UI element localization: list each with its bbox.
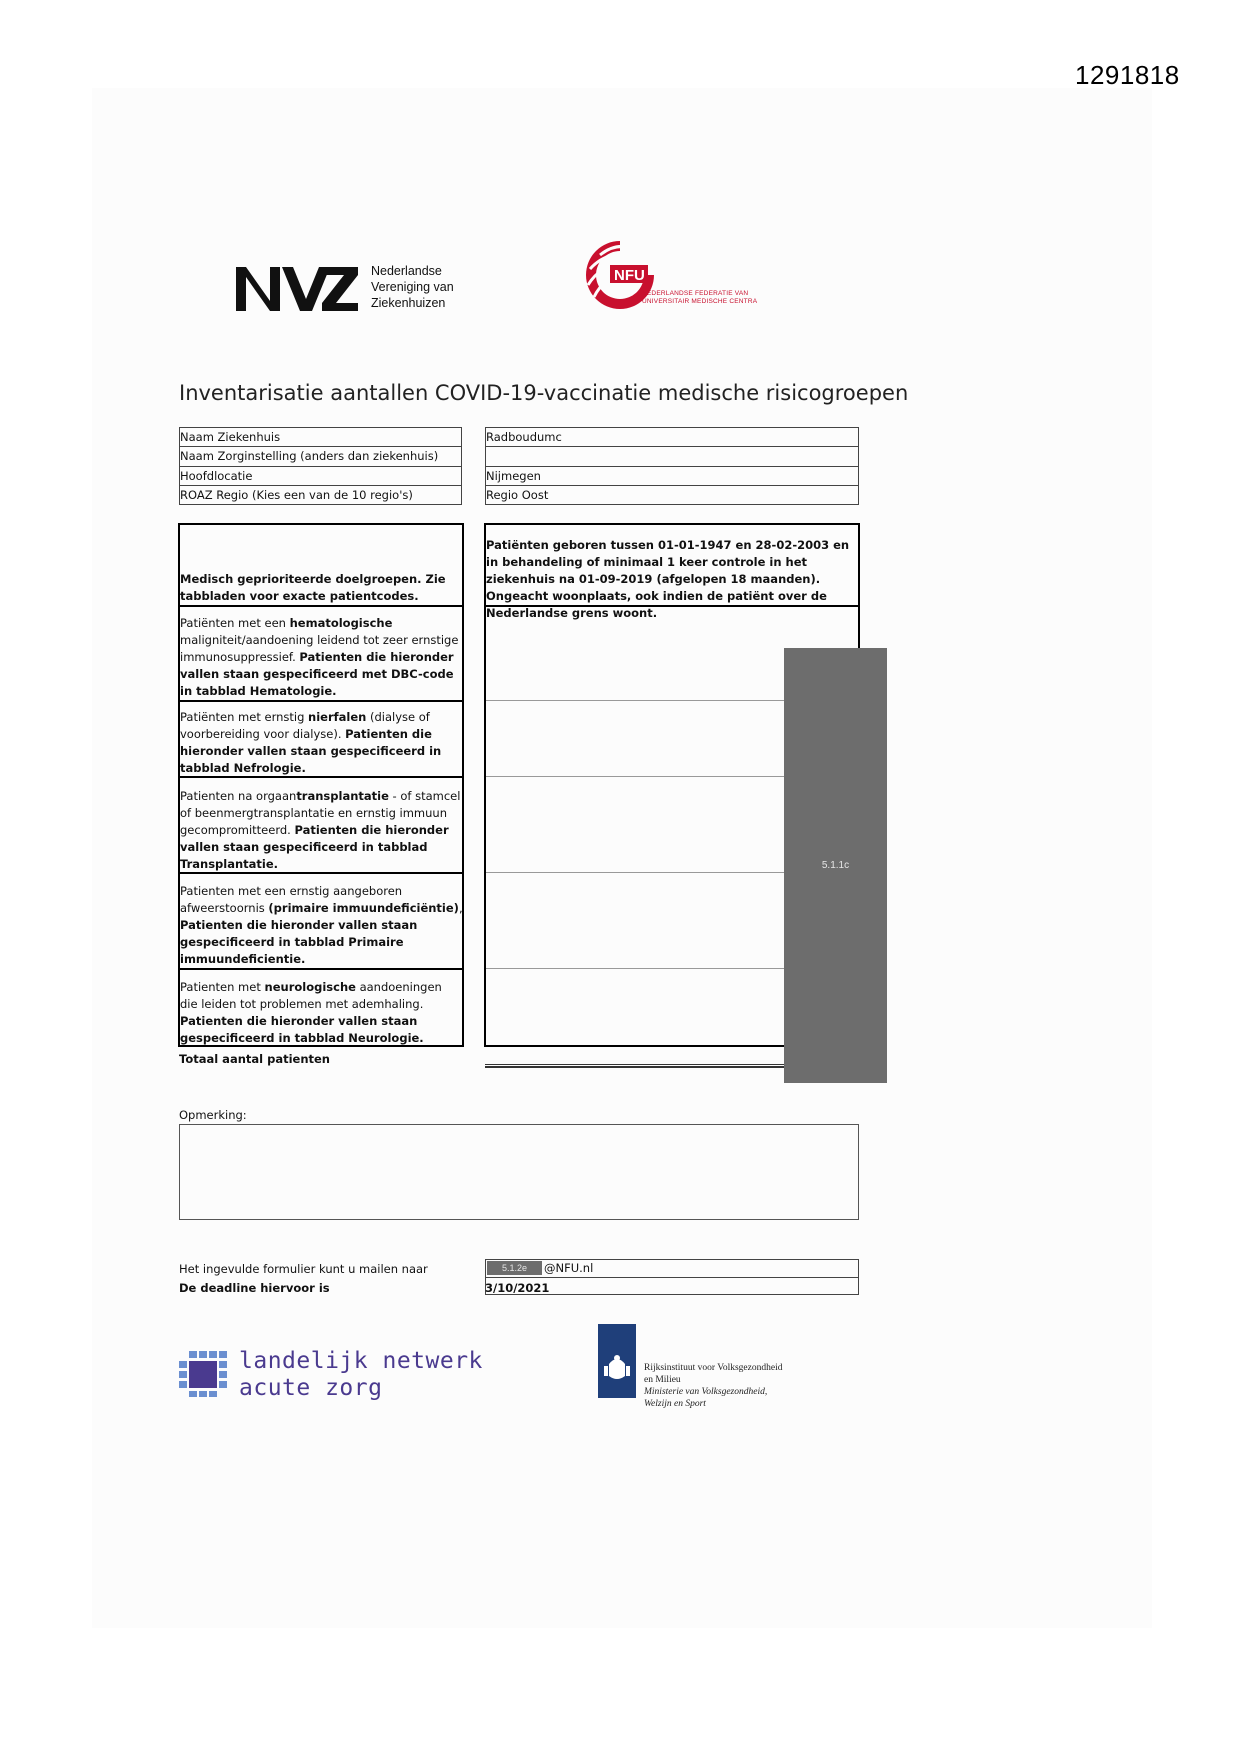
redaction-block: 5.1.1c: [784, 648, 887, 1083]
remark-field[interactable]: [179, 1124, 859, 1220]
group-text-part: aandoeningen die leiden tot problemen met ademhaling.: [180, 980, 442, 1011]
remark-label: Opmerking:: [179, 1108, 247, 1122]
group-text-part: (dialyse of voorbereiding voor dialyse).: [180, 710, 430, 741]
lnaz-grid-icon: [179, 1350, 229, 1398]
nfu-subtitle: [642, 290, 757, 305]
nfu-logo: [580, 235, 760, 315]
info-divider: [485, 485, 859, 486]
deadline-label: De deadline hiervoor is: [179, 1281, 330, 1295]
group-text-part: transplantatie: [296, 789, 389, 803]
info-divider: [179, 446, 462, 447]
total-underline: [485, 1064, 815, 1068]
group-text-part: Patienten met: [180, 980, 265, 994]
nvz-line-3: Ziekenhuizen: [371, 296, 446, 310]
header-divider: [178, 605, 464, 607]
deadline-value: 3/10/2021: [485, 1281, 550, 1295]
mail-domain[interactable]: @NFU.nl: [544, 1261, 594, 1275]
group-text-part: ,: [458, 901, 463, 915]
group-text-part: Patiënten met een: [180, 616, 290, 630]
group-text-part: Patienten die hieronder vallen staan gespecificeerd in tabblad Neurologie.: [180, 1014, 424, 1045]
info-label-region: ROAZ Regio (Kies een van de 10 regio's): [180, 488, 413, 502]
group-text-part: (primaire immuundeficiëntie): [268, 901, 459, 915]
rivm-logo: [598, 1324, 828, 1409]
header-divider: [484, 605, 860, 607]
group-text-part: Patienten die hieronder vallen staan gespecificeerd met DBC-code in tabblad Hematologie.: [180, 650, 454, 698]
nvz-line-2: Vereniging van: [371, 280, 454, 294]
table-header-right: Patiënten geboren tussen 01-01-1947 en 28-02-2003 en in behandeling of minimaal 1 keer controle in het ziekenhuis na 01-09-2019 (afgelopen 18 maanden). Ongeacht woonplaats, ook indien de patiënt over de Nederlandse grens woont.: [486, 538, 850, 620]
info-value-location[interactable]: Nijmegen: [486, 469, 541, 483]
lnaz-line-1: landelijk netwerk: [239, 1348, 483, 1374]
rivm-crest-icon: [598, 1324, 636, 1398]
group-text-part: nierfalen: [308, 710, 367, 724]
info-divider: [485, 466, 859, 467]
document-title: Inventarisatie aantallen COVID-19-vaccinatie medische risicogroepen: [179, 381, 909, 405]
group-row-neurology: [180, 979, 463, 1047]
lnaz-name: [239, 1348, 483, 1402]
info-label-institution: Naam Zorginstelling (anders dan ziekenhuis): [180, 449, 439, 463]
table-header-left: Medisch geprioriteerde doelgroepen. Zie tabbladen voor exacte patientcodes.: [180, 572, 446, 603]
group-text-part: Patienten met een ernstig aangeboren afweerstoornis: [180, 884, 403, 915]
info-label-location: Hoofdlocatie: [180, 469, 253, 483]
group-text-part: hematologische: [289, 616, 393, 630]
nvz-logo: [236, 263, 476, 319]
mail-divider: [485, 1277, 859, 1278]
rivm-line-1: Rijksinstituut voor Volksgezondheid: [644, 1363, 783, 1373]
group-text-part: Patienten na orgaan: [180, 789, 297, 803]
row-divider: [178, 968, 464, 970]
lnaz-line-2: acute zorg: [239, 1375, 383, 1401]
info-divider: [179, 466, 462, 467]
info-value-hospital[interactable]: Radboudumc: [486, 430, 562, 444]
info-label-hospital: Naam Ziekenhuis: [180, 430, 281, 444]
rivm-line-2: en Milieu: [644, 1375, 681, 1385]
rivm-line-3: Ministerie van Volksgezondheid,: [644, 1387, 768, 1397]
mail-redaction: 5.1.2e: [487, 1261, 542, 1275]
info-divider: [485, 446, 859, 447]
rivm-line-4: Welzijn en Sport: [644, 1399, 706, 1409]
nvz-name: [371, 263, 454, 311]
group-text-part: Patiënten met ernstig: [180, 710, 309, 724]
mail-label: Het ingevulde formulier kunt u mailen naar: [179, 1262, 428, 1276]
row-divider: [178, 700, 464, 702]
group-row-nephrology: [180, 709, 463, 777]
group-text-part: maligniteit/aandoening leidend tot zeer ernstige immunosuppressief.: [180, 633, 459, 664]
group-text-part: Patienten die hieronder vallen staan gespecificeerd in tabblad Nefrologie.: [180, 727, 442, 775]
info-divider: [179, 485, 462, 486]
document-number: 1291818: [1075, 60, 1180, 90]
info-value-region[interactable]: Regio Oost: [486, 488, 549, 502]
group-row-hematology: [180, 615, 463, 700]
nvz-line-1: Nederlandse: [371, 264, 442, 278]
group-text-part: - of stamcel of beenmergtransplantatie en ernstig immuun gecompromitteerd.: [180, 789, 461, 837]
nvz-mark-icon: [236, 267, 358, 311]
group-row-immunodeficiency: [180, 883, 463, 968]
group-text-part: Patienten die hieronder vallen staan gespecificeerd in tabblad Transplantatie.: [180, 823, 449, 871]
lnaz-logo: [179, 1348, 483, 1402]
group-text-part: Patienten die hieronder vallen staan gespecificeerd in tabblad Primaire immuundeficientie.: [180, 918, 418, 966]
rivm-name: [644, 1362, 782, 1410]
group-row-transplantation: [180, 788, 463, 873]
nfu-sub-line-2: UNIVERSITAIR MEDISCHE CENTRA: [642, 297, 758, 305]
group-text-part: neurologische: [264, 980, 356, 994]
nfu-mark: NFU: [614, 267, 645, 284]
nfu-sub-line-1: NEDERLANDSE FEDERATIE VAN: [642, 290, 749, 297]
total-label: Totaal aantal patienten: [179, 1052, 330, 1066]
